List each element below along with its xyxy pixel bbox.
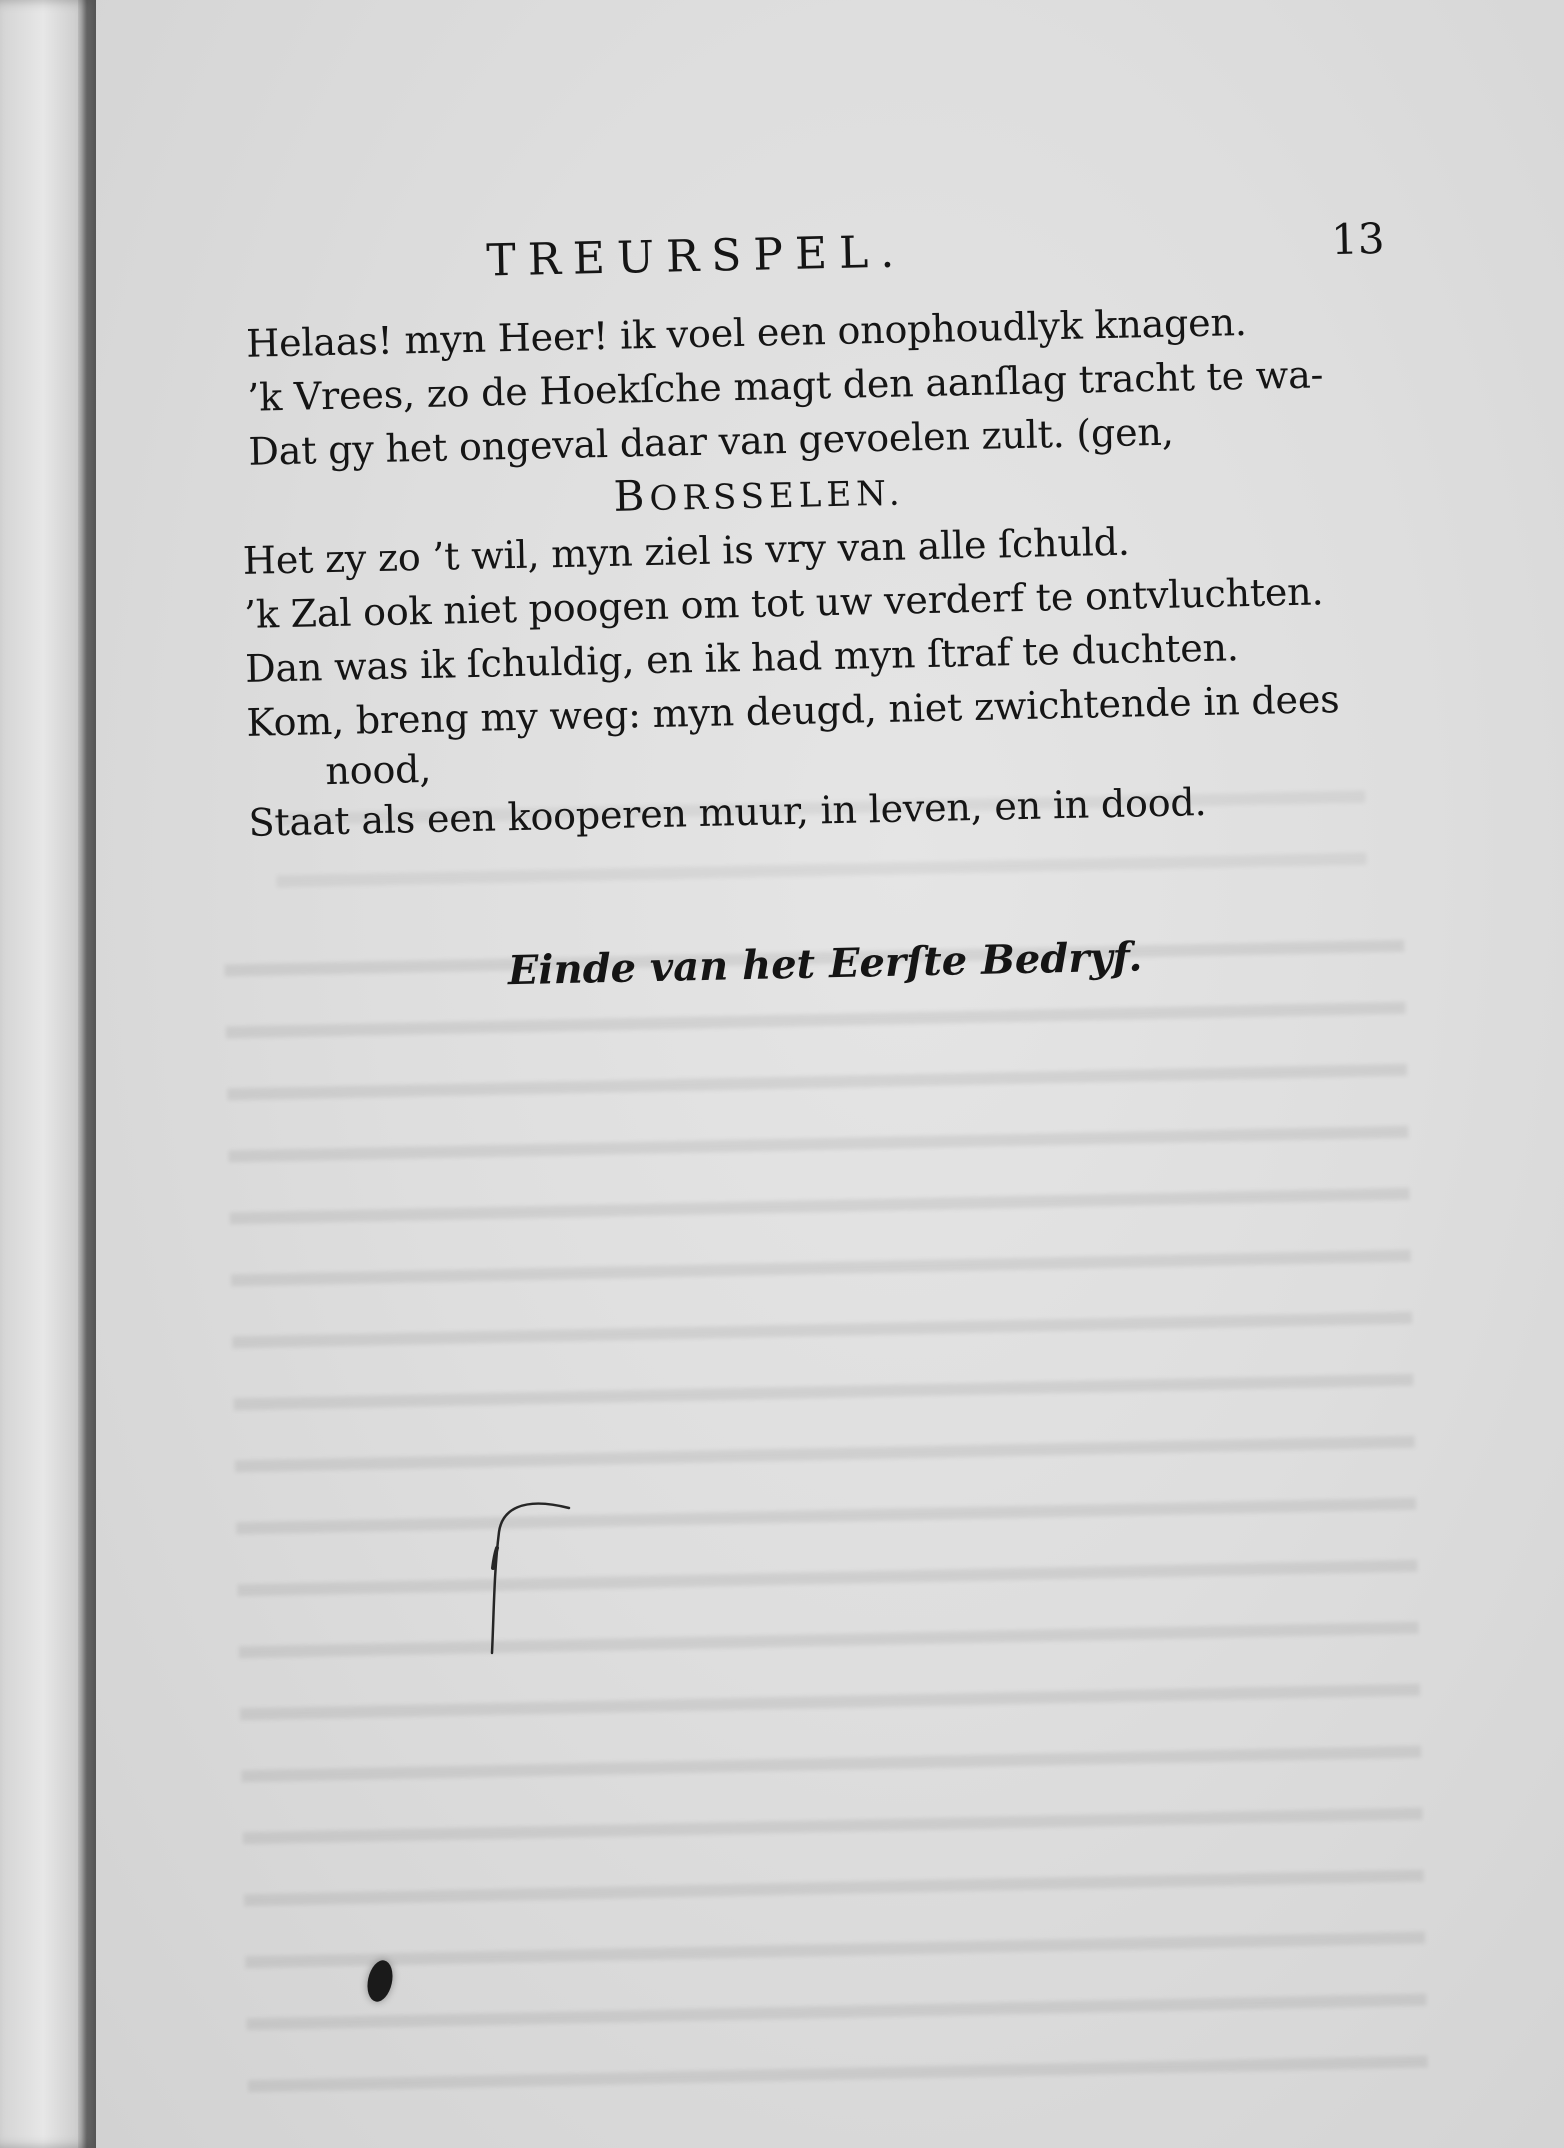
verse-line: Staat als een kooperen muur, in leven, en in dood. xyxy=(248,779,1207,845)
verse-line-continuation: nood, xyxy=(325,746,432,794)
page-text-block xyxy=(236,213,1452,1004)
verse-line: Helaas! myn Heer! ik voel een onophoudlyk knagen. xyxy=(245,299,1248,366)
speaker-heading: BORSSELEN. xyxy=(613,471,905,521)
running-head: TREURSPEL. xyxy=(485,226,907,287)
verse-line: Dat gy het ongeval daar van gevoelen zult. (gen, xyxy=(248,409,1175,474)
verse-line: Het zy zo ’t wil, myn ziel is vry van alle ſchuld. xyxy=(242,519,1131,583)
verse-line: Kom, breng my weg: myn deugd, niet zwichtende in dees xyxy=(245,677,1340,745)
page-surface xyxy=(96,0,1564,2148)
book-gutter-shadow xyxy=(78,0,96,2148)
page-number: 13 xyxy=(1330,213,1386,265)
verse-line: ’k Vrees, zo de Hoekſche magt den aanſlag tracht te wa- xyxy=(246,352,1324,420)
hair-mark xyxy=(484,1490,574,1655)
act-end-note: Einde van het Eerſte Bedryf. xyxy=(507,933,1143,995)
show-through-text xyxy=(224,918,1428,2102)
verse-line: ’k Zal ook niet poogen om tot uw verderf te ontvluchten. xyxy=(243,569,1324,637)
verse-line: Dan was ik ſchuldig, en ik had myn ſtraf te duchten. xyxy=(244,625,1240,691)
